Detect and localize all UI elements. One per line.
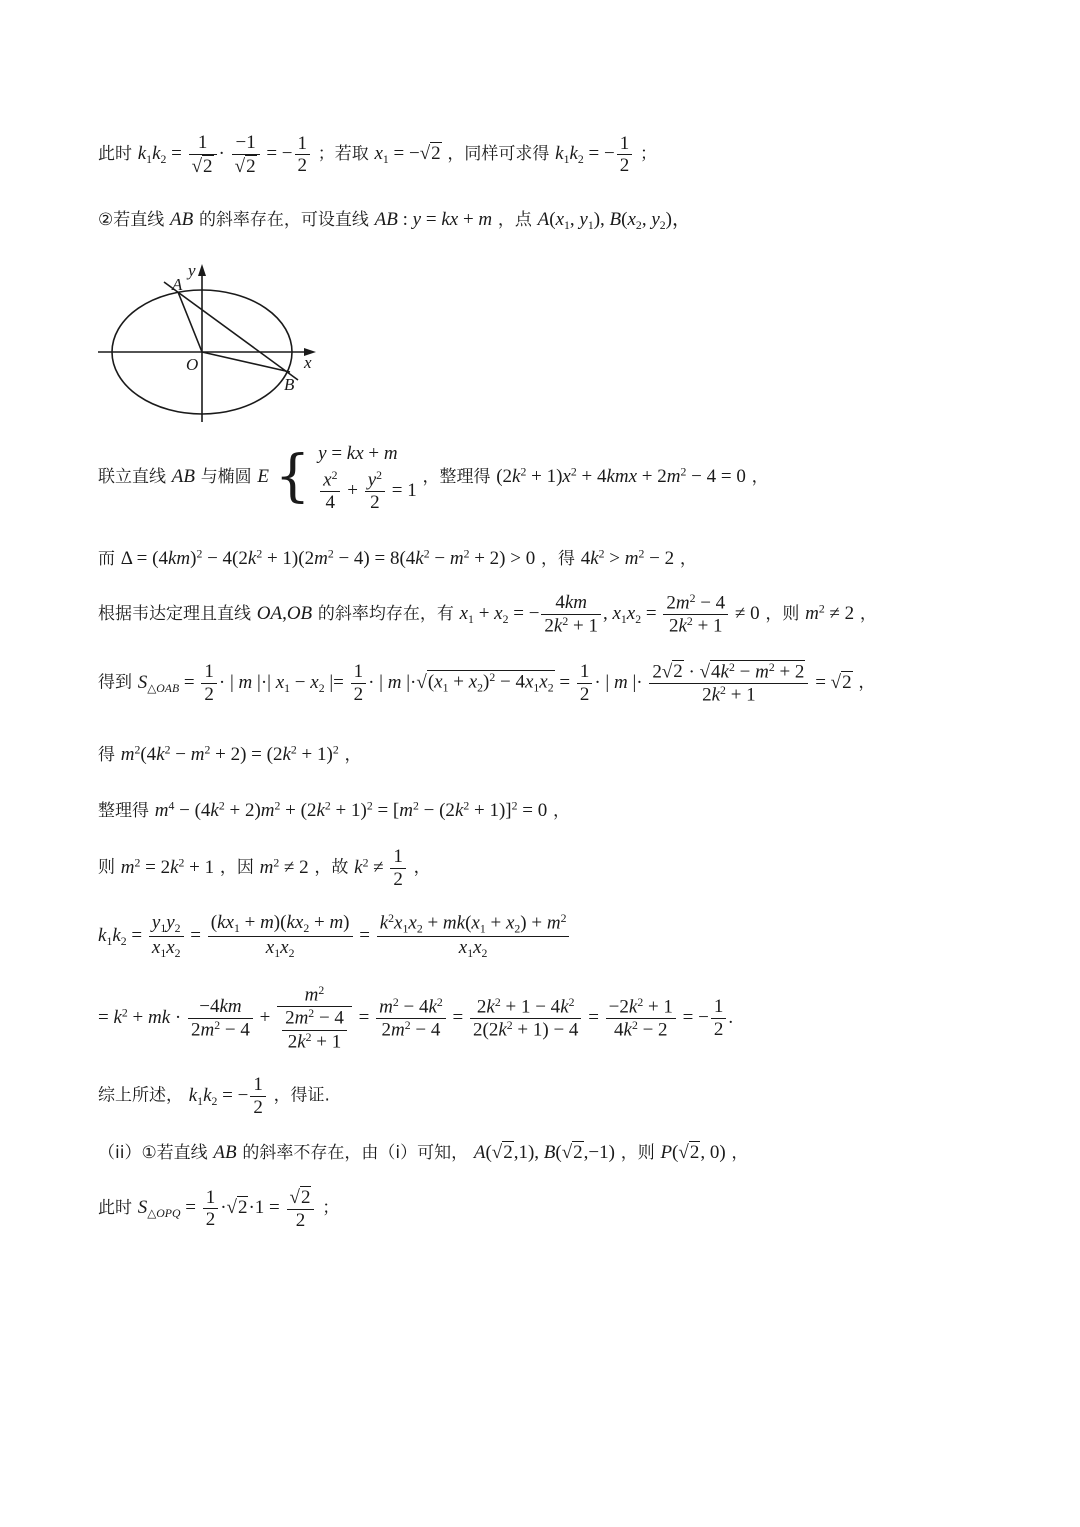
text: ， [858,672,876,693]
text: ，则 [620,1143,655,1163]
line-3 [98,440,769,514]
text: 得 [98,745,115,765]
text: 的斜率存在，可设直线 [198,210,369,230]
formula: OA,OB [256,603,313,625]
text: 综上所述， [98,1085,183,1106]
formula: $k_1k_2$ = $\frac{y_1y_2}{x_1x_2}$ = $\frac{(kx_1 + m)(kx_2 + m)}{x_1x_2}$ = $\frac{k^2x_1x_2 + mk(x_1 + x_2) + m^2}{x_1x_2}$ [98,925,571,946]
text: 整理得 [98,801,149,821]
formula: P(√2, 0) [660,1142,726,1163]
text: ，故 [314,857,349,878]
ellipse-figure [98,262,328,432]
equation-system: y = kx + m $\frac{x^2}{4}$ + $\frac{y^2}{2}$ = 1 [318,443,417,513]
label-o: O [186,355,199,374]
formula: $m^2(4k^2 - m^2 + 2) = (2k^2 + 1)^2$ [120,743,339,765]
label-a: A [172,275,183,294]
formula: $A(x_1$, $y_1$), $B(x_2$, $y_2$)， [537,209,691,233]
formula: $(2k^2 + 1)x^2 + 4kmx + 2m^2 - 4 = 0$ [496,465,746,487]
formula: AB [171,465,195,487]
formula: AB [213,1142,237,1163]
formula: $S_{\triangle OPQ}$ = $\frac{1}{2}$ ·√2·1 = $\frac{√2}{2}$ [138,1197,317,1218]
line-5 [98,592,877,638]
line-4 [98,544,697,570]
text: ， [731,1143,749,1163]
text: ； [322,1198,340,1219]
formula: $m^2 = 2k^2 + 1$ [120,856,215,878]
line-2 [98,204,691,233]
segment-ob [202,352,290,372]
label-b: B [284,375,295,394]
text: ，点 [497,210,532,230]
formula: E [257,465,270,487]
formula: AB [169,209,194,230]
line-14 [98,1186,339,1232]
formula: A(√2,1), B(√2,−1) [473,1142,615,1163]
text: ， [344,745,362,765]
formula: = $k^2$ + mk · $\frac{-4km}{2m^2 - 4}$ + $\frac{m^2}{\frac{2m^2 - 4}{2k^2 + 1}}$ = $\frac{m^2 - 4k^2}{2m^2 - 4}$ = $\frac{2k^2 + 1 - 4k^2}{2(2k^2 + 1) - 4}$ = $\frac{-2k^2 + 1}{4k^2 - 2}$ = − $\frac{1}{2}$ . [98,984,734,1053]
formula: $x_1 + x_2$ = − $\frac{4km}{2k^2 + 1}$ , $x_1x_2$ = $\frac{2m^2 - 4}{2k^2 + 1}$ ≠ 0 [459,592,760,637]
text: 而 [98,549,115,569]
formula: $x_1 = -√2$ [374,143,441,167]
text: ， [679,549,697,569]
text: ， [552,801,570,821]
formula: $S_{\triangle OAB}$ = $\frac{1}{2}$ · | m |·| $x_1 - x_2$ |= $\frac{1}{2}$ · | m $|\cdot√(x_1 + x_2)^2 - 4x_1x_2$ = $\frac{1}{2}$ · | m |· $\frac{2√2 \cdot √4k^2 - m^2 + 2}{2k^2 + 1}$ = √2 [137,660,852,706]
text: ， [751,466,769,487]
text: ，得证. [273,1085,330,1106]
text: 联立直线 [98,466,166,487]
text: ，同样可求得 [447,144,550,165]
text: 此时 [98,144,132,165]
line-1 [98,132,657,178]
line-9 [98,846,431,891]
formula: $m^2 \ne 2$ [259,856,309,878]
formula: $m^4 - (4k^2 + 2)m^2 + (2k^2 + 1)^2 = [m^2 - (2k^2 + 1)]^2 = 0$ [154,799,548,821]
text: ②若直线 [98,210,165,230]
text: ，得 [540,549,575,569]
formula: $k_1k_2$ = $\frac{1}{√2}$ · $\frac{-1}{√2}$ = − $\frac{1}{2}$ [138,143,312,164]
text: 根据韦达定理且直线 [98,604,251,625]
text: ，则 [765,604,800,625]
text: 得到 [98,672,132,693]
y-axis-arrow [198,264,206,276]
text: ，因 [219,857,254,878]
text: 的斜率不存在，由（i）可知， [242,1143,469,1163]
line-8 [98,796,570,822]
formula: $k_1k_2$ = − $\frac{1}{2}$ [189,1085,268,1106]
line-6 [98,660,875,707]
formula: $k^2$ ≠ $\frac{1}{2}$ [354,857,408,878]
text: ； [639,144,657,165]
line-ab [164,282,298,380]
formula: $\Delta = (4km)^2 - 4(2k^2 + 1)(2m^2 - 4) = 8(4k^2 - m^2 + 2) > 0$ [120,547,536,569]
text: ，整理得 [422,466,491,487]
label-x: x [304,353,312,372]
label-y: y [188,262,196,280]
text: ， [413,857,431,878]
formula: $k_1k_2$ = − $\frac{1}{2}$ [555,143,634,164]
formula: $4k^2 > m^2 - 2$ [580,547,675,569]
text: 则 [98,857,115,878]
line-10 [98,912,571,961]
formula: $m^2 \ne 2$ [805,602,855,625]
text: ；若取 [317,144,369,165]
line-11 [98,984,733,1053]
text: 与椭圆 [200,466,252,487]
formula: AB : y = kx + m [374,209,493,230]
text: 此时 [98,1198,132,1219]
line-13 [98,1138,748,1164]
line-12 [98,1074,330,1119]
text: （ii）①若直线 [98,1143,208,1163]
brace: { [274,443,311,509]
text: ， [859,604,877,625]
line-7 [98,740,361,766]
text: 的斜率均存在，有 [317,604,454,625]
